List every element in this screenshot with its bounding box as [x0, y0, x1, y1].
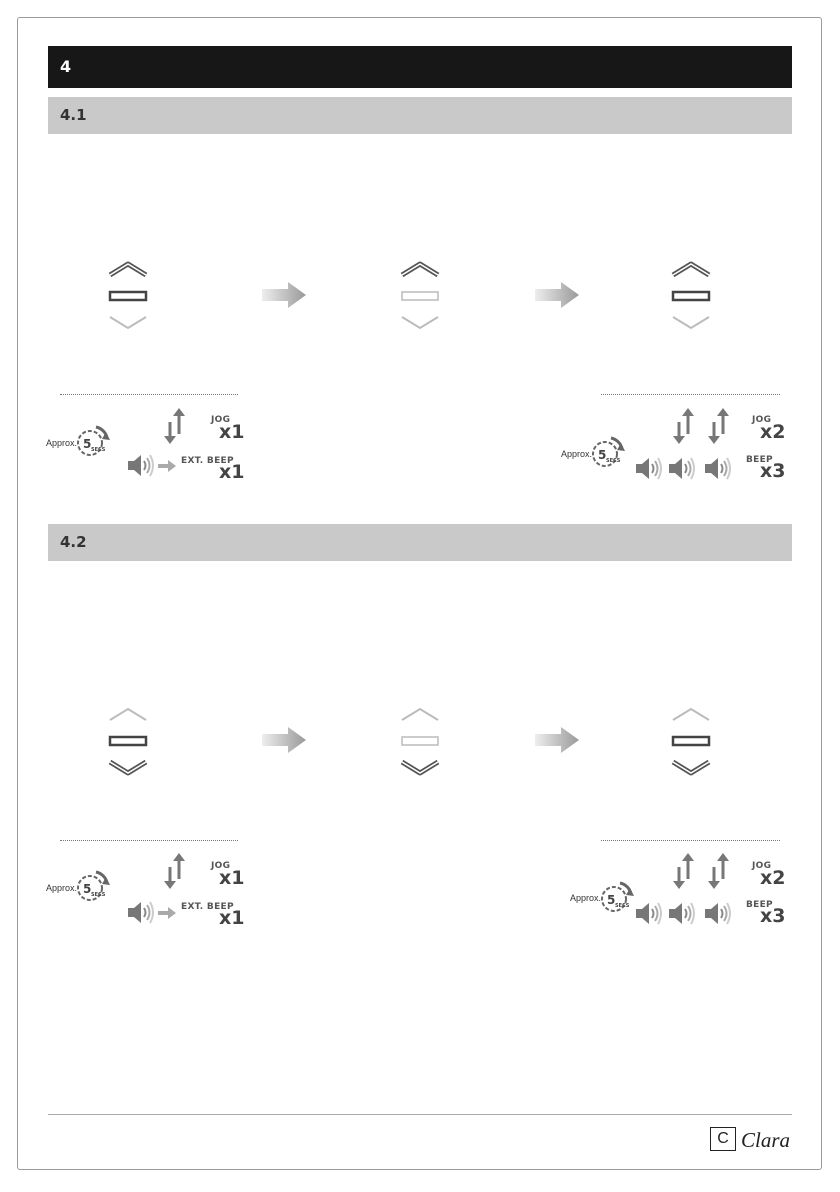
speaker-icon	[704, 901, 732, 927]
page-frame	[17, 17, 822, 1170]
stop-bar-icon	[402, 292, 438, 300]
jog-count: x2	[760, 421, 786, 443]
ext-beep-label: EXT. BEEP	[181, 456, 234, 466]
chevron-up-icon	[110, 264, 146, 275]
timer-unit: SECS	[615, 903, 630, 909]
timer-unit: SECS	[91, 892, 106, 898]
jog-arrows-icon	[707, 408, 731, 444]
chevron-up-icon	[673, 709, 709, 720]
jog-count: x1	[219, 867, 245, 889]
divider	[60, 840, 238, 841]
ext-beep-count: x1	[219, 461, 245, 483]
timer-value: 5	[83, 437, 92, 451]
jog-arrows-icon	[672, 853, 696, 889]
remote-buttons-6	[663, 700, 723, 782]
subsection-number: 4.1	[60, 106, 87, 124]
jog-count: x1	[219, 421, 245, 443]
beep-label: BEEP	[746, 900, 773, 910]
arrow-right-icon	[262, 727, 308, 753]
chevron-down-icon	[110, 762, 146, 773]
timer-icon	[76, 424, 110, 458]
timer-value: 5	[607, 893, 616, 907]
beep-label: BEEP	[746, 455, 773, 465]
timer-unit: SECS	[91, 447, 106, 453]
approx-label: Approx.	[561, 449, 593, 459]
section-number: 4	[60, 57, 72, 76]
subsection-number: 4.2	[60, 533, 87, 551]
timer-icon	[600, 880, 634, 914]
speaker-icon	[635, 456, 663, 482]
jog-arrows-icon	[707, 853, 731, 889]
timer-icon	[591, 435, 625, 469]
stop-bar-icon	[673, 737, 709, 745]
arrow-right-icon	[535, 282, 581, 308]
stop-bar-icon	[673, 292, 709, 300]
arrow-right-icon	[158, 460, 178, 472]
remote-buttons-3	[663, 255, 723, 335]
beep-count: x3	[760, 905, 786, 927]
chevron-up-icon	[110, 709, 146, 720]
footer-divider	[48, 1114, 792, 1115]
chevron-down-icon	[673, 317, 709, 328]
ext-beep-count: x1	[219, 907, 245, 929]
timer-icon	[76, 869, 110, 903]
approx-label: Approx.	[46, 438, 78, 448]
jog-arrows-icon	[163, 853, 187, 889]
speaker-icon	[704, 456, 732, 482]
brand-logo-mark: C	[710, 1127, 736, 1151]
chevron-down-icon	[110, 317, 146, 328]
arrow-right-icon	[262, 282, 308, 308]
chevron-up-icon	[673, 264, 709, 275]
beep-count: x3	[760, 460, 786, 482]
stop-bar-icon	[402, 737, 438, 745]
timer-value: 5	[83, 882, 92, 896]
chevron-up-icon	[402, 264, 438, 275]
speaker-icon	[668, 901, 696, 927]
chevron-down-icon	[402, 762, 438, 773]
jog-arrows-icon	[672, 408, 696, 444]
divider	[601, 840, 780, 841]
chevron-down-icon	[673, 762, 709, 773]
speaker-icon	[668, 456, 696, 482]
arrow-right-icon	[535, 727, 581, 753]
jog-label: JOG	[211, 415, 231, 425]
divider	[601, 394, 780, 395]
section-header	[48, 46, 792, 88]
stop-bar-icon	[110, 292, 146, 300]
jog-count: x2	[760, 867, 786, 889]
speaker-icon	[635, 901, 663, 927]
chevron-up-icon	[402, 709, 438, 720]
remote-buttons-2	[392, 255, 452, 335]
ext-beep-label: EXT. BEEP	[181, 902, 234, 912]
speaker-icon	[127, 453, 155, 479]
subsection-header-4-2	[48, 524, 792, 561]
speaker-icon	[127, 900, 155, 926]
jog-label: JOG	[211, 861, 231, 871]
stop-bar-icon	[110, 737, 146, 745]
divider	[60, 394, 238, 395]
arrow-right-icon	[158, 907, 178, 919]
subsection-header-4-1	[48, 97, 792, 134]
timer-value: 5	[598, 448, 607, 462]
jog-label: JOG	[752, 861, 772, 871]
chevron-down-icon	[402, 317, 438, 328]
jog-label: JOG	[752, 415, 772, 425]
approx-label: Approx.	[46, 883, 78, 893]
timer-unit: SECS	[606, 458, 621, 464]
remote-buttons-4	[100, 700, 160, 782]
remote-buttons-5	[392, 700, 452, 782]
jog-arrows-icon	[163, 408, 187, 444]
approx-label: Approx.	[570, 893, 602, 903]
brand-logo-name: Clara	[741, 1128, 791, 1152]
remote-buttons-1	[100, 255, 160, 335]
